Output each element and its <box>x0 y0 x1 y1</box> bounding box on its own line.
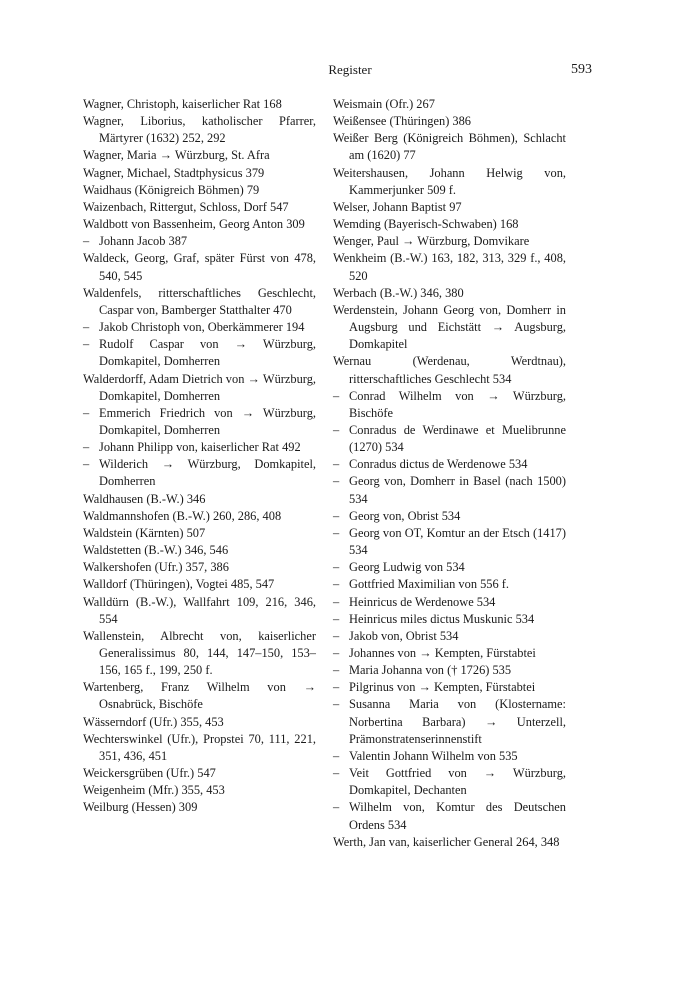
entry-text: Waldenfels, ritterschaftliches Geschlecht, Caspar von, Bamberger Statthalter 470 <box>83 285 316 317</box>
entry-text: Waldhausen (B.-W.) 346 <box>83 491 206 506</box>
subentry-dash: – <box>333 594 340 609</box>
index-entry <box>83 371 316 405</box>
subentry-dash: – <box>333 611 340 626</box>
index-entry <box>83 285 316 319</box>
entry-text: Waldstetten (B.-W.) 346, 546 <box>83 543 229 558</box>
entry-text: Wilderich → Würzburg, Domkapitel, Domherren <box>99 457 316 489</box>
entry-text: Heinricus miles dictus Muskunic 534 <box>349 611 535 626</box>
subentry-dash: – <box>333 422 340 437</box>
index-subentry <box>333 645 566 662</box>
subentry-dash: – <box>333 474 340 489</box>
index-subentry <box>83 233 316 250</box>
entry-text: Wagner, Christoph, kaiserlicher Rat 168 <box>83 97 282 111</box>
index-entry <box>333 96 566 113</box>
page-number: 593 <box>571 62 592 77</box>
index-subentry <box>83 439 316 456</box>
entry-text: Walldorf (Thüringen), Vogtei 485, 547 <box>83 577 275 592</box>
subentry-dash: – <box>83 440 90 455</box>
index-entry <box>83 165 316 182</box>
subentry-dash: – <box>333 525 340 540</box>
entry-text: Conrad Wilhelm von → Würzburg, Bischöfe <box>349 388 566 420</box>
subentry-dash: – <box>333 663 340 678</box>
index-entry <box>83 508 316 525</box>
index-entry <box>83 542 316 559</box>
entry-text: Waldbott von Bassenheim, Georg Anton 309 <box>83 217 305 232</box>
entry-text: Weitershausen, Johann Helwig von, Kammerjunker 509 f. <box>333 165 566 197</box>
index-subentry <box>333 679 566 696</box>
entry-text: Wässerndorf (Ufr.) 355, 453 <box>83 714 224 729</box>
index-entry <box>333 233 566 250</box>
entry-text: Valentin Johann Wilhelm von 535 <box>349 748 518 763</box>
index-subentry <box>333 765 566 799</box>
subentry-dash: – <box>333 697 340 712</box>
entry-text: Waidhaus (Königreich Böhmen) 79 <box>83 182 260 197</box>
index-subentry <box>333 559 566 576</box>
index-entry <box>333 165 566 199</box>
index-entry <box>333 834 566 851</box>
index-entry <box>83 799 316 816</box>
index-entry <box>83 576 316 593</box>
entry-text: Jakob Christoph von, Oberkämmerer 194 <box>99 320 305 335</box>
entry-text: Heinricus de Werdenowe 534 <box>349 594 496 609</box>
index-subentry <box>83 456 316 490</box>
subentry-dash: – <box>333 646 340 660</box>
entry-text: Conradus de Werdinawe et Muelibrunne (1270) 534 <box>349 422 566 455</box>
index-entry <box>333 302 566 353</box>
index-subentry <box>333 388 566 422</box>
entry-text: Maria Johanna von († 1726) 535 <box>349 663 512 678</box>
index-subentry <box>333 473 566 507</box>
entry-text: Pilgrinus von → Kempten, Fürstabtei <box>349 680 536 695</box>
subentry-dash: – <box>83 320 90 335</box>
entry-text: Wallenstein, Albrecht von, kaiserlicher Generalissimus 80, 144, 147–150, 153–156, 165 f., 199, 250 f. <box>83 628 316 678</box>
index-entry <box>83 628 316 679</box>
index-entry <box>83 216 316 233</box>
subentry-dash: – <box>333 560 340 575</box>
entry-text: Walderdorff, Adam Dietrich von → Würzburg, Domkapitel, Domherren <box>83 371 316 403</box>
entry-text: Waldeck, Georg, Graf, später Fürst von 478, 540, 545 <box>83 251 316 283</box>
index-column-left <box>83 96 316 817</box>
index-entry <box>333 250 566 284</box>
entry-text: Weißensee (Thüringen) 386 <box>333 114 472 129</box>
index-entry <box>83 559 316 576</box>
index-subentry <box>83 405 316 439</box>
index-subentry <box>333 799 566 833</box>
index-entry <box>83 765 316 782</box>
index-column-right <box>333 96 566 851</box>
index-subentry <box>333 611 566 628</box>
entry-text: Weickersgrüben (Ufr.) 547 <box>83 766 216 781</box>
index-entry <box>83 147 316 164</box>
index-entry <box>333 353 566 387</box>
index-subentry <box>333 696 566 747</box>
entry-text: Wartenberg, Franz Wilhelm von → Osnabrück, Bischöfe <box>83 680 316 712</box>
entry-text: Waizenbach, Rittergut, Schloss, Dorf 547 <box>83 199 289 214</box>
index-entry <box>83 182 316 199</box>
subentry-dash: – <box>333 766 340 781</box>
entry-text: Jakob von, Obrist 534 <box>349 628 459 643</box>
running-header-title: Register <box>328 62 372 77</box>
entry-text: Georg von, Domherr in Basel (nach 1500) 534 <box>349 474 566 506</box>
entry-text: Veit Gottfried von → Würzburg, Domkapitel, Dechanten <box>349 766 566 798</box>
index-entry <box>83 594 316 628</box>
entry-text: Walldürn (B.-W.), Wallfahrt 109, 216, 346, 554 <box>83 594 316 626</box>
subentry-dash: – <box>333 800 340 815</box>
entry-text: Johann Jacob 387 <box>99 234 188 249</box>
entry-text: Georg Ludwig von 534 <box>349 560 465 575</box>
index-entry <box>83 113 316 147</box>
index-entry <box>83 199 316 216</box>
entry-text: Conradus dictus de Werdenowe 534 <box>349 457 528 472</box>
entry-text: Weißer Berg (Königreich Böhmen), Schlacht am (1620) 77 <box>333 131 566 163</box>
index-entry <box>83 491 316 508</box>
index-entry <box>333 130 566 164</box>
subentry-dash: – <box>83 337 90 352</box>
index-subentry <box>333 525 566 559</box>
subentry-dash: – <box>333 508 340 523</box>
entry-text: Wagner, Liborius, katholischer Pfarrer, Märtyrer (1632) 252, 292 <box>83 114 316 146</box>
index-entry <box>83 96 316 113</box>
entry-text: Waldmannshofen (B.-W.) 260, 286, 408 <box>83 508 282 523</box>
entry-text: Wernau (Werdenau, Werdtnau), ritterschaftliches Geschlecht 534 <box>333 354 566 386</box>
entry-text: Wemding (Bayerisch-Schwaben) 168 <box>333 217 519 232</box>
subentry-dash: – <box>333 680 340 695</box>
subentry-dash: – <box>83 457 90 472</box>
subentry-dash: – <box>333 748 340 763</box>
index-subentry <box>333 422 566 456</box>
entry-text: Johannes von → Kempten, Fürstabtei <box>349 646 536 660</box>
entry-text: Werbach (B.-W.) 346, 380 <box>333 285 464 300</box>
entry-text: Wenkheim (B.-W.) 163, 182, 313, 329 f., 408, 520 <box>333 251 566 283</box>
entry-text: Walkershofen (Ufr.) 357, 386 <box>83 560 229 575</box>
index-entry <box>333 285 566 302</box>
index-entry <box>83 525 316 542</box>
subentry-dash: – <box>333 388 340 403</box>
index-subentry <box>333 662 566 679</box>
index-subentry <box>333 576 566 593</box>
entry-text: Wagner, Maria → Würzburg, St. Afra <box>83 148 270 163</box>
entry-text: Rudolf Caspar von → Würzburg, Domkapitel, Domherren <box>99 337 316 369</box>
index-entry <box>83 782 316 799</box>
entry-text: Georg von, Obrist 534 <box>349 508 461 523</box>
index-subentry <box>333 508 566 525</box>
entry-text: Wechterswinkel (Ufr.), Propstei 70, 111, 221, 351, 436, 451 <box>83 731 316 763</box>
entry-text: Waldstein (Kärnten) 507 <box>83 525 206 540</box>
index-entry <box>83 679 316 713</box>
entry-text: Johann Philipp von, kaiserlicher Rat 492 <box>99 440 301 455</box>
entry-text: Weismain (Ofr.) 267 <box>333 97 435 111</box>
entry-text: Wenger, Paul → Würzburg, Domvikare <box>333 234 530 249</box>
entry-text: Werth, Jan van, kaiserlicher General 264, 348 <box>333 834 560 849</box>
index-entry <box>83 250 316 284</box>
index-entry <box>333 216 566 233</box>
index-subentry <box>333 628 566 645</box>
subentry-dash: – <box>333 628 340 643</box>
subentry-dash: – <box>83 405 90 420</box>
entry-text: Weigenheim (Mfr.) 355, 453 <box>83 783 225 798</box>
subentry-dash: – <box>83 234 90 249</box>
index-entry <box>333 113 566 130</box>
subentry-dash: – <box>333 457 340 472</box>
index-entry <box>83 731 316 765</box>
index-subentry <box>333 594 566 611</box>
entry-text: Emmerich Friedrich von → Würzburg, Domkapitel, Domherren <box>99 405 316 437</box>
entry-text: Wilhelm von, Komtur des Deutschen Ordens 534 <box>349 800 566 832</box>
index-entry <box>333 199 566 216</box>
entry-text: Weilburg (Hessen) 309 <box>83 800 198 815</box>
index-subentry <box>333 456 566 473</box>
index-subentry <box>83 336 316 370</box>
entry-text: Gottfried Maximilian von 556 f. <box>349 577 510 592</box>
subentry-dash: – <box>333 577 340 592</box>
entry-text: Georg von OT, Komtur an der Etsch (1417) 534 <box>349 525 566 558</box>
entry-text: Werdenstein, Johann Georg von, Domherr in Augsburg und Eichstätt → Augsburg, Domkapitel <box>333 302 566 352</box>
entry-text: Wagner, Michael, Stadtphysicus 379 <box>83 165 265 180</box>
index-subentry <box>83 319 316 336</box>
entry-text: Susanna Maria von (Klostername: Norbertina Barbara) → Unterzell, Prämonstratenserinnenstift <box>349 697 566 746</box>
index-entry <box>83 714 316 731</box>
index-subentry <box>333 748 566 765</box>
entry-text: Welser, Johann Baptist 97 <box>333 199 462 214</box>
